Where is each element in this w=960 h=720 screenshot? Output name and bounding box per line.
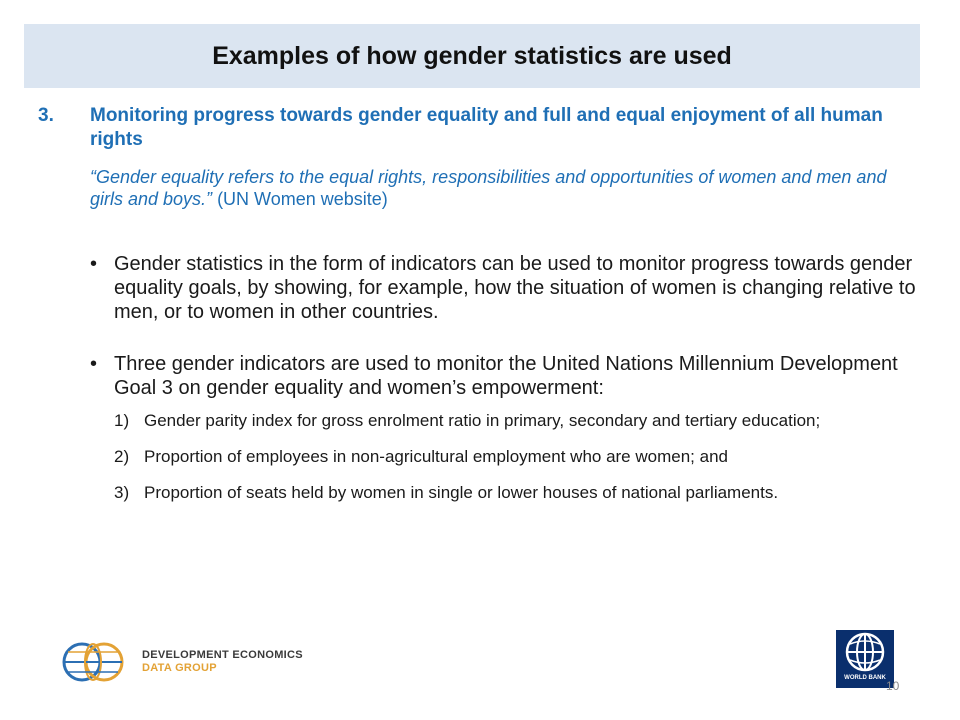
quote-source: (UN Women website) bbox=[212, 189, 388, 209]
globe-icon bbox=[843, 630, 887, 674]
bullet-icon: • bbox=[90, 253, 98, 275]
section-number: 3. bbox=[38, 105, 54, 126]
indicator-item bbox=[114, 482, 920, 503]
bullet-text: Three gender indicators are used to monitor the United Nations Millennium Development Goal 3 on gender equality and women’s empowerment: bbox=[114, 353, 898, 399]
page-number: 10 bbox=[886, 679, 900, 693]
indicator-number: 1) bbox=[114, 411, 130, 430]
indicator-item bbox=[114, 410, 920, 431]
bullet-list bbox=[90, 252, 920, 518]
indicator-number: 2) bbox=[114, 447, 130, 466]
indicator-text: Proportion of employees in non-agricultural employment who are women; and bbox=[144, 447, 728, 466]
section-3 bbox=[38, 104, 918, 210]
bullet-item bbox=[90, 252, 920, 324]
bullet-text: Gender statistics in the form of indicators can be used to monitor progress towards gender equality goals, by showing, for example, how the situation of women is changing relative to men, or to women in other countries. bbox=[114, 253, 916, 323]
indicator-text: Gender parity index for gross enrolment ratio in primary, secondary and tertiary education; bbox=[144, 411, 821, 430]
logo-line-2: DATA GROUP bbox=[142, 662, 217, 674]
indicator-text: Proportion of seats held by women in single or lower houses of national parliaments. bbox=[144, 483, 779, 502]
bullet-item bbox=[90, 352, 920, 400]
indicator-number: 3) bbox=[114, 483, 130, 502]
section-heading-text: Monitoring progress towards gender equality and full and equal enjoyment of all human rights bbox=[90, 105, 883, 150]
title-bar bbox=[24, 24, 920, 88]
section-heading bbox=[38, 104, 918, 152]
indicator-list bbox=[114, 410, 920, 503]
definition-quote bbox=[90, 166, 918, 210]
bullet-icon: • bbox=[90, 353, 98, 375]
quote-text: “Gender equality refers to the equal rights, responsibilities and opportunities of women and men and girls and boys.” bbox=[90, 167, 887, 209]
slide-title: Examples of how gender statistics are used bbox=[212, 41, 732, 70]
logo-line-1: DEVELOPMENT ECONOMICS bbox=[142, 649, 303, 661]
world-bank-label: WORLD BANK bbox=[844, 675, 886, 681]
globe-logo-icon bbox=[60, 640, 132, 684]
indicator-item bbox=[114, 446, 920, 467]
dec-data-group-logo bbox=[60, 640, 303, 684]
